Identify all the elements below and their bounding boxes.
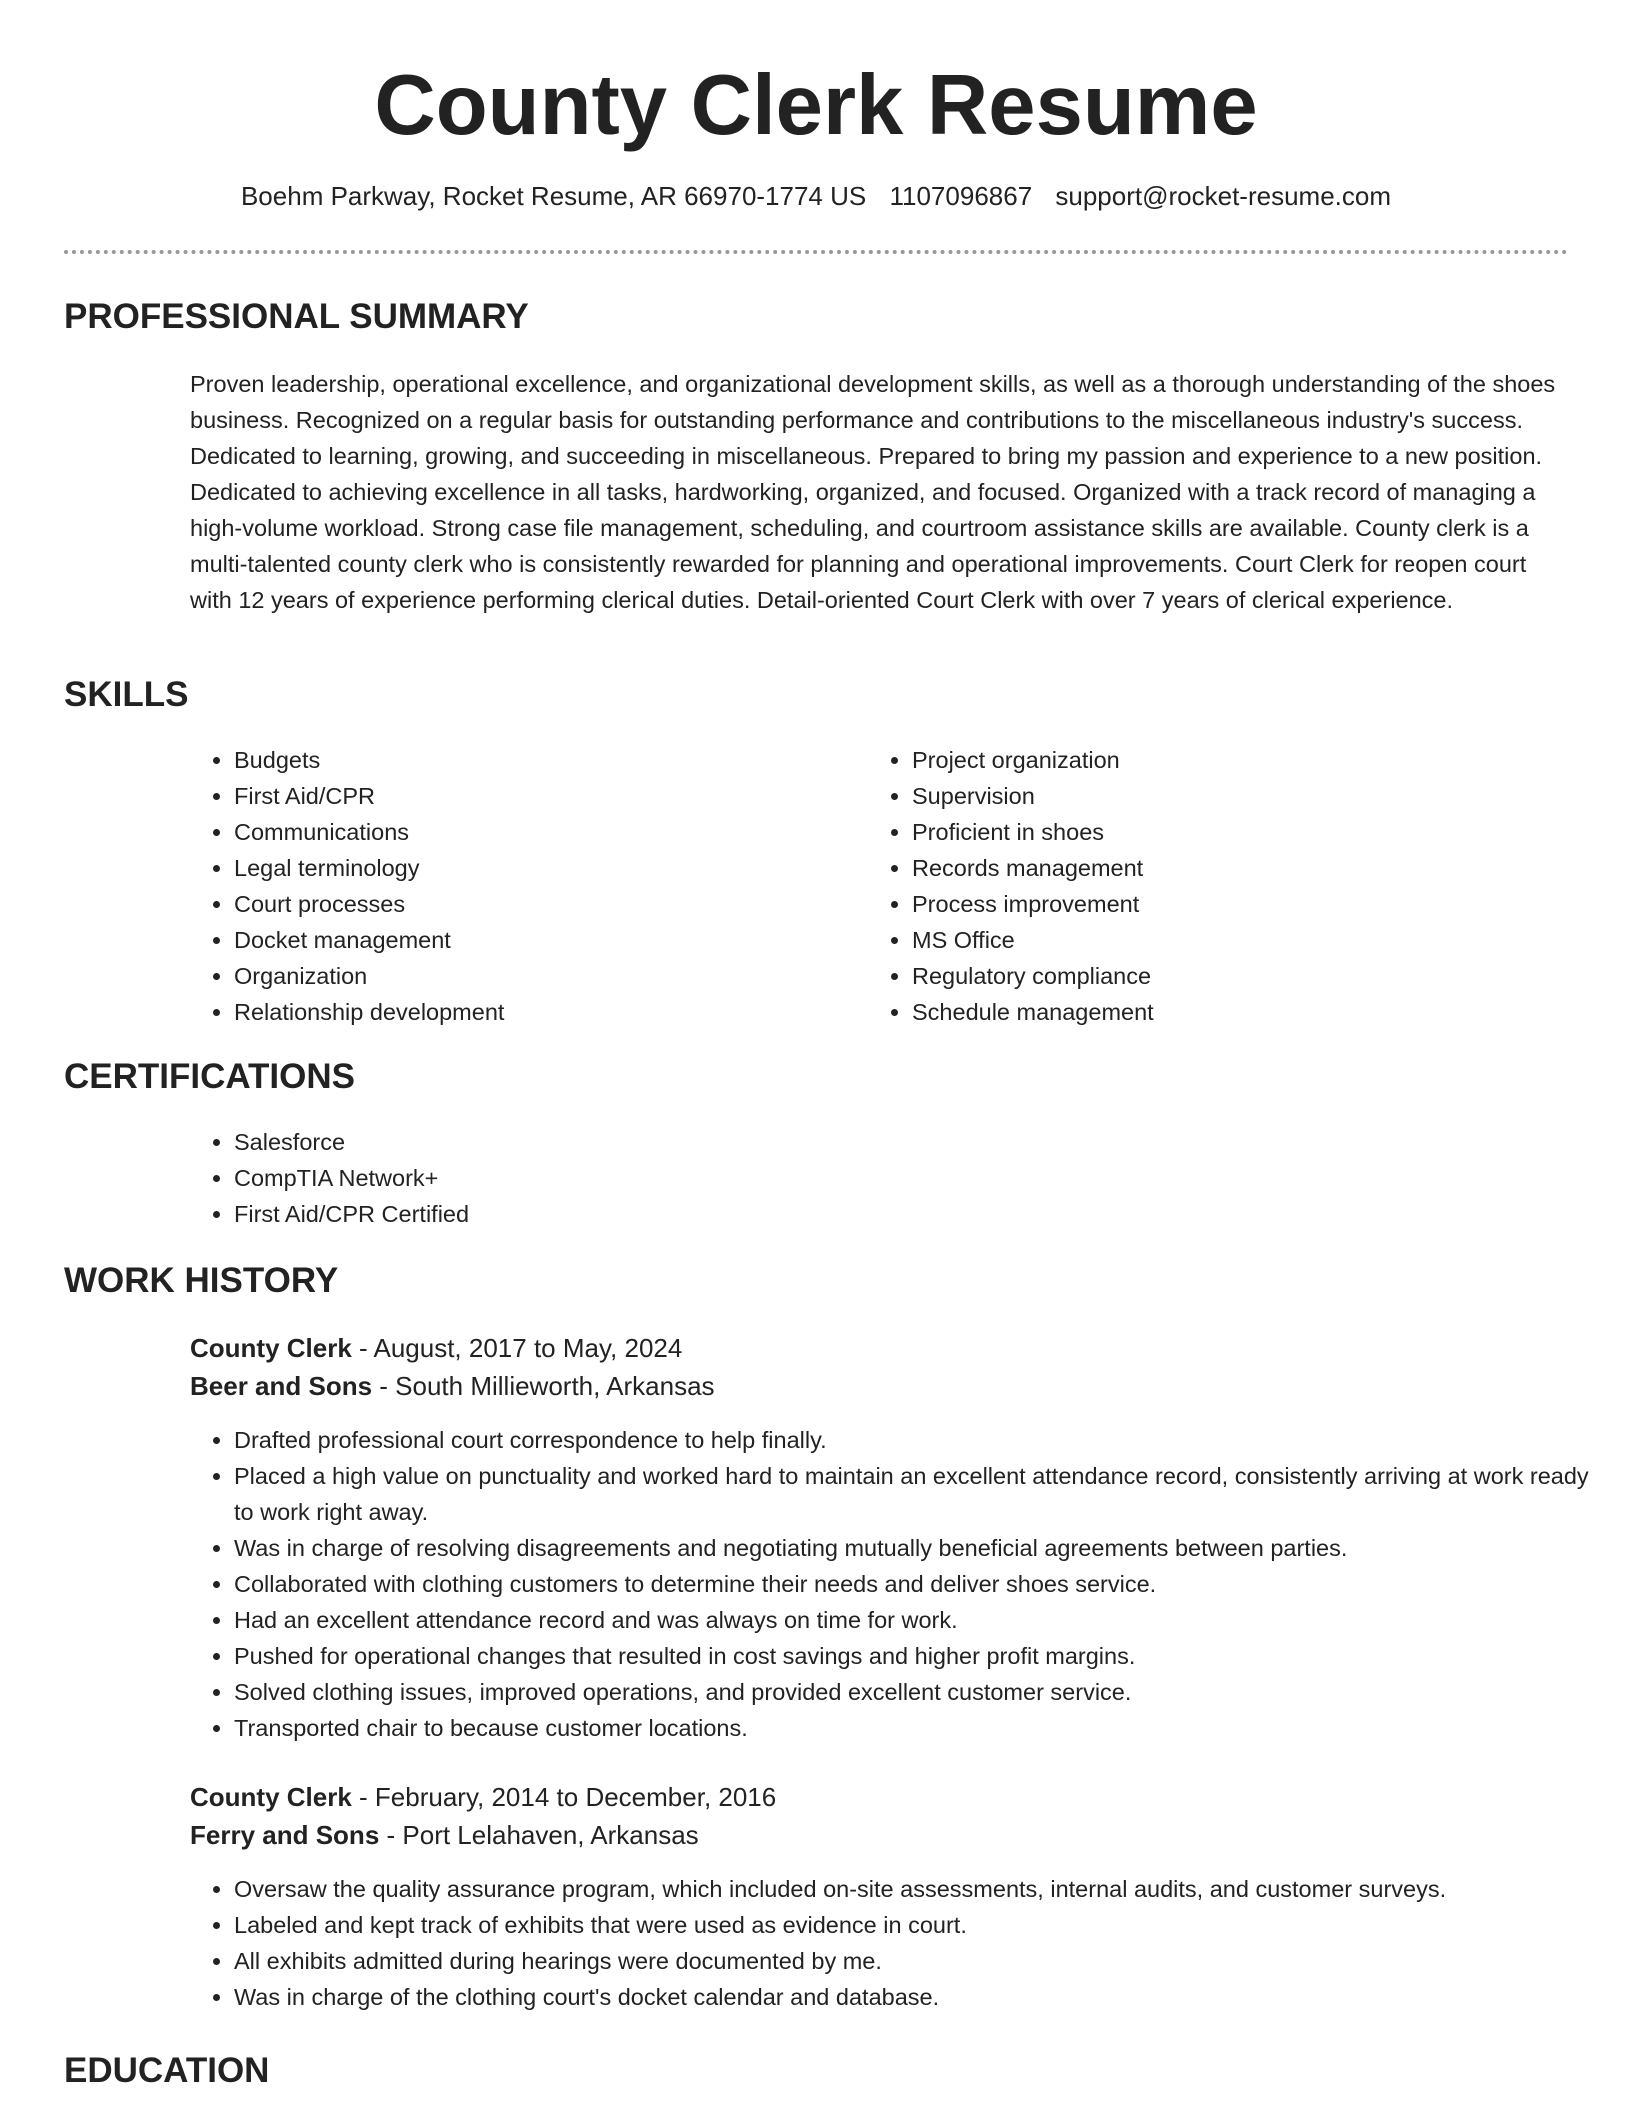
section-title-skills: SKILLS xyxy=(64,675,189,714)
summary-text: Proven leadership, operational excellence, and organizational development skills, as well as a thorough understanding of the shoes business. Recognized on a regular basis for outstanding performance and contributions to the miscellaneous industry's success. Dedicated to learning, growing, and succeeding in miscellaneous. Prepared to bring my passion and experience to a new position. Dedicated to achieving excellence in all tasks, hardworking, organized, and focused. Organized with a track record of managing a high-volume workload. Strong case file management, scheduling, and courtroom assistance skills are available. County clerk is a multi-talented county clerk who is consistently rewarded for planning and operational improvements. Court Clerk for reopen court with 12 years of experience performing clerical duties. Detail-oriented Court Clerk with over 7 years of clerical experience. xyxy=(190,371,1556,613)
job-company: Ferry and Sons xyxy=(190,1820,380,1850)
section-title-education: EDUCATION xyxy=(64,2051,270,2090)
skill-item: • Records management xyxy=(912,850,1532,886)
job-bullet: • Labeled and kept track of exhibits that were used as evidence in court. xyxy=(234,1907,1614,1943)
job-location: - Port Lelahaven, Arkansas xyxy=(379,1820,699,1850)
job-bullet: • All exhibits admitted during hearings were documented by me. xyxy=(234,1943,1614,1979)
skill-item: • Process improvement xyxy=(912,886,1532,922)
job-1-title-line xyxy=(190,1329,682,1367)
skill-item: • Docket management xyxy=(234,922,854,958)
skills-list-right xyxy=(868,742,1532,1030)
certifications-list xyxy=(190,1124,1034,1232)
job-bullet: • Oversaw the quality assurance program, which included on-site assessments, internal audits, and customer surveys. xyxy=(234,1871,1614,1907)
job-dates: - August, 2017 to May, 2024 xyxy=(351,1333,683,1363)
job-2-bullets xyxy=(190,1871,1614,2015)
skill-item: • Supervision xyxy=(912,778,1532,814)
job-1-bullets xyxy=(190,1422,1614,1746)
job-bullet: • Pushed for operational changes that resulted in cost savings and higher profit margins. xyxy=(234,1638,1614,1674)
job-2-title-line xyxy=(190,1778,776,1816)
certification-item: • CompTIA Network+ xyxy=(234,1160,1034,1196)
job-company: Beer and Sons xyxy=(190,1371,373,1401)
skill-item: • Proficient in shoes xyxy=(912,814,1532,850)
skill-item: • Communications xyxy=(234,814,854,850)
skills-list-left xyxy=(190,742,854,1030)
job-title: County Clerk xyxy=(190,1782,352,1812)
certification-item: • Salesforce xyxy=(234,1124,1034,1160)
section-title-certifications: CERTIFICATIONS xyxy=(64,1057,356,1096)
job-bullet: • Had an excellent attendance record and was always on time for work. xyxy=(234,1602,1614,1638)
job-location: - South Millieworth, Arkansas xyxy=(372,1371,715,1401)
skill-item: • Schedule management xyxy=(912,994,1532,1030)
contact-line xyxy=(0,180,1632,214)
job-bullet: • Was in charge of the clothing court's docket calendar and database. xyxy=(234,1979,1614,2015)
contact-email: support@rocket-resume.com xyxy=(1055,181,1392,211)
skill-item: • MS Office xyxy=(912,922,1532,958)
section-title-work-history: WORK HISTORY xyxy=(64,1261,339,1300)
skill-item: • Budgets xyxy=(234,742,854,778)
job-bullet: • Was in charge of resolving disagreements and negotiating mutually beneficial agreements between parties. xyxy=(234,1530,1614,1566)
job-bullet: • Solved clothing issues, improved operations, and provided excellent customer service. xyxy=(234,1674,1614,1710)
skill-item: • Court processes xyxy=(234,886,854,922)
job-bullet: • Placed a high value on punctuality and worked hard to maintain an excellent attendance record, consistently arriving at work ready to work right away. xyxy=(234,1458,1614,1530)
skill-item: • Regulatory compliance xyxy=(912,958,1532,994)
job-2-company-line xyxy=(190,1816,699,1854)
skill-item: • Project organization xyxy=(912,742,1532,778)
job-bullet: • Collaborated with clothing customers to determine their needs and deliver shoes service. xyxy=(234,1566,1614,1602)
skill-item: • Organization xyxy=(234,958,854,994)
job-bullet: • Transported chair to because customer locations. xyxy=(234,1710,1614,1746)
skill-item: • Relationship development xyxy=(234,994,854,1030)
job-bullet: • Drafted professional court correspondence to help finally. xyxy=(234,1422,1614,1458)
certification-item: • First Aid/CPR Certified xyxy=(234,1196,1034,1232)
job-dates: - February, 2014 to December, 2016 xyxy=(351,1782,777,1812)
section-title-summary: PROFESSIONAL SUMMARY xyxy=(64,297,529,336)
job-1-company-line xyxy=(190,1367,715,1405)
job-title: County Clerk xyxy=(190,1333,352,1363)
skill-item: • Legal terminology xyxy=(234,850,854,886)
resume-title: County Clerk Resume xyxy=(374,58,1258,153)
skill-item: • First Aid/CPR xyxy=(234,778,854,814)
contact-address: Boehm Parkway, Rocket Resume, AR 66970-1774 US xyxy=(240,181,867,211)
header-divider xyxy=(64,250,1568,254)
contact-phone: 1107096867 xyxy=(889,181,1033,211)
